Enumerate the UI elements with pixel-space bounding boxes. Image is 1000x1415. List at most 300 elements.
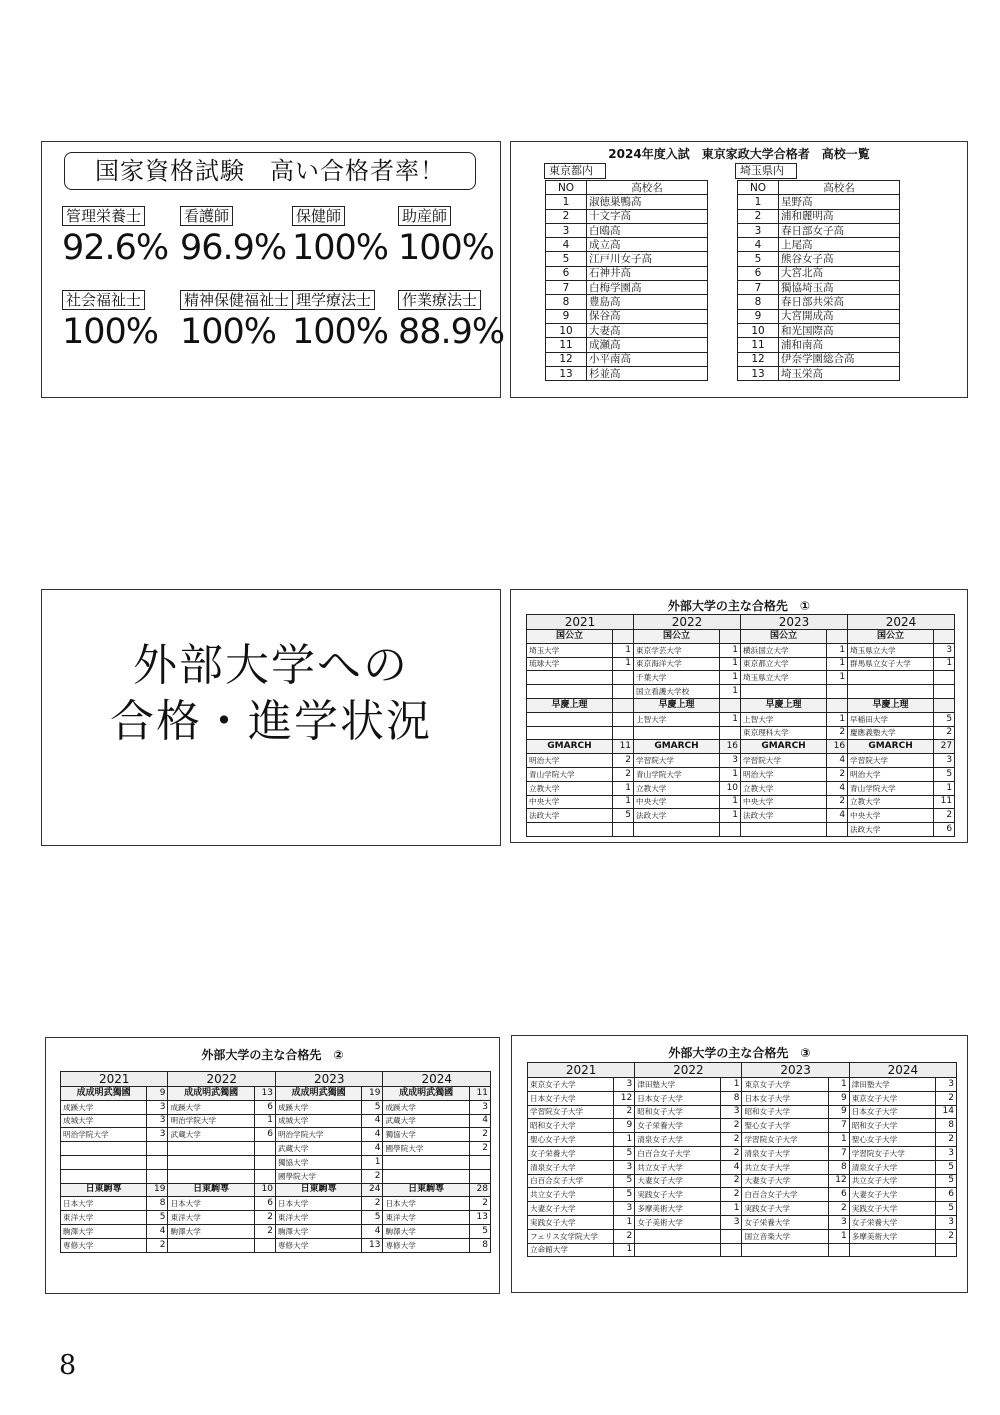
year-header: 2022 [635,1063,742,1078]
table-row [61,1224,491,1238]
table-row [546,309,708,323]
pass-rate: 100% [398,228,495,268]
university-name: 学習院大学 [848,754,934,768]
region-label-saitama: 埼玉県内 [735,163,797,179]
page-number: 8 [59,1350,77,1381]
school-name: 大妻高 [587,323,708,337]
pass-rate: 96.9% [180,228,287,268]
university-name: 東京都立大学 [741,657,827,671]
table-row [738,238,900,252]
university-name: 立教大学 [848,795,934,809]
university-name: 清泉女子大学 [635,1133,721,1147]
school-name: 浦和南高 [779,338,900,352]
qualification-item [398,206,514,268]
table-row [527,795,955,809]
pass-count: 16 [827,740,848,754]
university-name: 学習院大学 [741,754,827,768]
table-row [61,1197,491,1211]
pass-count: 8 [721,1091,742,1105]
pass-count: 19 [147,1183,168,1197]
table-row [527,643,955,657]
university-name: 武蔵大学 [275,1142,361,1156]
table-row [546,266,708,280]
table-row [546,281,708,295]
pass-rate: 92.6% [62,228,169,268]
university-name: 聖心女子大学 [849,1133,935,1147]
pass-count: 4 [469,1114,490,1128]
pass-count [935,1243,956,1257]
school-number: 10 [546,323,587,337]
pass-count: 5 [935,1174,956,1188]
pass-count [613,726,634,740]
column-header-no: NO [738,181,779,195]
section-title [42,638,500,750]
table-row [738,281,900,295]
university-name: 日本女子大学 [635,1091,721,1105]
university-name: 共立女子大学 [635,1160,721,1174]
table-row [61,1100,491,1114]
column-header-no: NO [546,181,587,195]
school-name: 大宮北高 [779,266,900,280]
pass-count: 5 [935,1202,956,1216]
pass-count: 3 [147,1100,168,1114]
pass-count: 8 [469,1238,490,1252]
university-name: 多摩美術大学 [849,1229,935,1243]
university-name: 中央大学 [634,795,720,809]
university-name: 実践女子大学 [849,1202,935,1216]
pass-count: 2 [362,1169,383,1183]
school-number: 8 [546,295,587,309]
table-header-row [738,181,900,195]
school-number: 3 [546,223,587,237]
pass-count: 4 [362,1224,383,1238]
school-number: 6 [546,266,587,280]
university-name: 日本女子大学 [742,1091,828,1105]
table-row [738,366,900,380]
pass-count: 2 [469,1128,490,1142]
university-name: 多摩美術大学 [635,1202,721,1216]
pass-count [613,685,634,699]
table-row [528,1078,957,1092]
region-label-tokyo: 東京都内 [544,163,606,179]
pass-count: 28 [469,1183,490,1197]
pass-count: 13 [254,1087,275,1101]
school-number: 1 [546,195,587,209]
university-name: 実践女子大学 [528,1215,614,1229]
pass-count [469,1155,490,1169]
pass-count: 16 [720,740,741,754]
pass-count: 1 [362,1155,383,1169]
table-row [527,781,955,795]
university-name: 昭和女子大学 [742,1105,828,1119]
pass-count [721,1229,742,1243]
pass-count [827,630,848,644]
university-name: 清泉女子大学 [528,1160,614,1174]
pass-count: 1 [720,809,741,823]
university-name [741,823,827,837]
university-name [61,1155,147,1169]
pass-count: 4 [827,754,848,768]
university-name: 東京女子大学 [528,1078,614,1092]
school-name: 浦和麗明高 [779,209,900,223]
school-name: 江戸川女子高 [587,252,708,266]
pass-count: 2 [721,1133,742,1147]
university-name: 上智大学 [634,712,720,726]
table-row [61,1169,491,1183]
pass-count: 1 [720,685,741,699]
university-name: 東京海洋大学 [634,657,720,671]
school-number: 4 [738,238,779,252]
table-row [527,726,955,740]
qualification-label: 社会福祉士 [62,290,145,310]
category-header-row [527,740,955,754]
pass-count: 11 [934,795,955,809]
school-name: 熊谷女子高 [779,252,900,266]
school-number: 6 [738,266,779,280]
school-number: 11 [738,338,779,352]
university-name: 昭和女子大学 [849,1119,935,1133]
table-row [527,767,955,781]
pass-count: 5 [614,1146,635,1160]
pass-count: 1 [254,1114,275,1128]
pass-count: 5 [147,1211,168,1225]
pass-count: 3 [614,1160,635,1174]
pass-count: 2 [935,1133,956,1147]
school-name: 成立高 [587,238,708,252]
category-header-row [527,630,955,644]
school-table-tokyo [545,180,708,381]
school-number: 8 [738,295,779,309]
pass-count [827,698,848,712]
pass-count: 9 [828,1091,849,1105]
university-name: 共立女子大学 [849,1174,935,1188]
university-name: 立教大学 [741,781,827,795]
university-name: 早稲田大学 [848,712,934,726]
pass-count: 9 [614,1119,635,1133]
column-header-school: 高校名 [779,181,900,195]
pass-count [613,698,634,712]
school-number: 2 [546,209,587,223]
pass-count: 1 [614,1215,635,1229]
university-name: 女子栄養大学 [528,1146,614,1160]
pass-count [934,630,955,644]
pass-count: 1 [720,712,741,726]
university-name [527,823,613,837]
university-name: 日本大学 [61,1197,147,1211]
university-name: 専修大学 [383,1238,469,1252]
pass-count: 4 [362,1128,383,1142]
table-row [527,685,955,699]
pass-count [613,712,634,726]
qualification-label: 理学療法士 [292,290,375,310]
pass-count: 12 [828,1174,849,1188]
pass-count: 13 [362,1238,383,1252]
pass-count: 4 [147,1224,168,1238]
table-row [527,823,955,837]
pass-count: 7 [828,1146,849,1160]
university-name [383,1169,469,1183]
pass-count: 2 [362,1197,383,1211]
pass-count: 2 [827,767,848,781]
school-number: 1 [738,195,779,209]
pass-count: 2 [827,795,848,809]
pass-count [827,823,848,837]
university-name: 武蔵大学 [168,1128,254,1142]
university-name: 中央大学 [527,795,613,809]
pass-count: 6 [254,1100,275,1114]
pass-count: 2 [935,1229,956,1243]
university-name [635,1229,721,1243]
table-row [527,712,955,726]
university-name [168,1142,254,1156]
pass-count: 5 [935,1160,956,1174]
table-row [527,809,955,823]
university-name: 駒澤大学 [168,1224,254,1238]
university-name: 国公立 [741,630,827,644]
category-header-row [61,1183,491,1197]
slide-banner: 国家資格試験 高い合格者率！ [64,152,476,190]
pass-count: 7 [828,1119,849,1133]
university-name: 東洋大学 [61,1211,147,1225]
pass-count: 1 [721,1202,742,1216]
university-name: 立教大学 [527,781,613,795]
pass-count [254,1169,275,1183]
university-name: 埼玉県立大学 [848,643,934,657]
pass-rate: 100% [62,312,159,352]
pass-count: 1 [934,657,955,671]
pass-count: 1 [613,643,634,657]
university-name [527,726,613,740]
university-name: 東京学芸大学 [634,643,720,657]
year-header: 2021 [527,615,634,630]
pass-count: 1 [827,671,848,685]
university-name: 実践女子大学 [742,1202,828,1216]
pass-count [147,1169,168,1183]
school-name: 埼玉栄高 [779,366,900,380]
pass-count: 2 [827,726,848,740]
university-name [168,1155,254,1169]
school-name: 和光国際高 [779,323,900,337]
pass-count [469,1169,490,1183]
school-name: 大宮開成高 [779,309,900,323]
pass-count: 2 [934,809,955,823]
pass-count: 27 [934,740,955,754]
results-table [527,1062,957,1257]
school-name: 杉並高 [587,366,708,380]
category-header-row [61,1087,491,1101]
qualification-item [180,206,296,268]
university-name [168,1238,254,1252]
pass-count: 12 [614,1091,635,1105]
school-name: 成瀬高 [587,338,708,352]
university-name: 白百合女子大学 [528,1174,614,1188]
university-name: 大妻女子大学 [742,1174,828,1188]
school-number: 11 [546,338,587,352]
table-row [546,223,708,237]
pass-count: 2 [147,1238,168,1252]
pass-count: 6 [254,1128,275,1142]
school-number: 2 [738,209,779,223]
pass-count: 8 [147,1197,168,1211]
pass-count: 6 [935,1188,956,1202]
university-name: 法政大学 [741,809,827,823]
pass-count: 19 [362,1087,383,1101]
school-name: 春日部共栄高 [779,295,900,309]
school-name: 伊奈学園総合高 [779,352,900,366]
university-name: 千葉大学 [634,671,720,685]
table-row [738,352,900,366]
pass-count: 14 [935,1105,956,1119]
university-name: 津田塾大学 [635,1078,721,1092]
pass-count: 1 [934,781,955,795]
university-name: 早慶上理 [634,698,720,712]
university-name [61,1169,147,1183]
school-number: 4 [546,238,587,252]
university-name: 国立音楽大学 [742,1229,828,1243]
university-name: 獨協大学 [275,1155,361,1169]
pass-count [613,823,634,837]
qualification-label: 精神保健福祉士 [180,290,293,310]
university-name [527,671,613,685]
university-name: 清泉女子大学 [849,1160,935,1174]
table-row [527,754,955,768]
university-name: 専修大学 [275,1238,361,1252]
table-row [61,1211,491,1225]
pass-count: 2 [469,1197,490,1211]
school-number: 13 [738,366,779,380]
university-name: 成成明武獨國 [275,1087,361,1101]
school-number: 9 [738,309,779,323]
school-number: 13 [546,366,587,380]
pass-count: 3 [720,754,741,768]
pass-rate: 100% [180,312,277,352]
slide-university-results-3 [511,1035,968,1293]
table-row [61,1142,491,1156]
pass-count: 6 [934,823,955,837]
school-number: 3 [738,223,779,237]
university-name [634,823,720,837]
university-name: 大妻女子大学 [528,1202,614,1216]
university-name: 成蹊大学 [168,1100,254,1114]
year-header: 2023 [742,1063,849,1078]
university-name: 明治大学 [848,767,934,781]
university-name: 日本女子大学 [528,1091,614,1105]
pass-count: 1 [720,795,741,809]
pass-count: 2 [828,1202,849,1216]
pass-count: 5 [934,767,955,781]
table-row [546,352,708,366]
university-name: 学習院大学 [634,754,720,768]
pass-count [254,1142,275,1156]
pass-count: 5 [362,1211,383,1225]
university-name: 日本女子大学 [849,1105,935,1119]
university-name: 青山学院大学 [634,767,720,781]
pass-count: 1 [827,712,848,726]
pass-count: 6 [828,1188,849,1202]
university-name: 早慶上理 [527,698,613,712]
school-name: 星野高 [779,195,900,209]
university-name: 國學院大学 [275,1169,361,1183]
university-name: 国立看護大学校 [634,685,720,699]
university-name: 白百合女子大学 [742,1188,828,1202]
pass-count [254,1155,275,1169]
table-row [528,1119,957,1133]
school-number: 9 [546,309,587,323]
pass-count: 2 [613,767,634,781]
pass-count: 5 [614,1174,635,1188]
pass-count: 1 [614,1243,635,1257]
university-name [849,1243,935,1257]
university-name: 明治学院大学 [168,1114,254,1128]
table-row [528,1133,957,1147]
pass-count: 5 [614,1188,635,1202]
qualification-item [292,290,408,352]
university-name: 昭和女子大学 [528,1119,614,1133]
pass-count: 3 [614,1202,635,1216]
pass-count: 5 [362,1100,383,1114]
university-name: 日東駒専 [168,1183,254,1197]
university-name [527,712,613,726]
university-name: フェリス女学院大学 [528,1229,614,1243]
table-row [546,338,708,352]
university-name: 明治学院大学 [61,1128,147,1142]
table-row [61,1114,491,1128]
table-row [528,1146,957,1160]
university-name: 学習院女子大学 [742,1133,828,1147]
pass-count: 1 [720,767,741,781]
pass-count: 1 [827,643,848,657]
university-name: 日本大学 [275,1197,361,1211]
university-name: 学習院女子大学 [528,1105,614,1119]
university-name [848,685,934,699]
year-header: 2021 [61,1072,168,1087]
slide-university-results-2 [45,1037,500,1294]
university-name: 埼玉大学 [527,643,613,657]
table-row [738,252,900,266]
school-number: 12 [546,352,587,366]
university-name: 国公立 [848,630,934,644]
pass-rate: 100% [292,312,389,352]
pass-count: 1 [720,643,741,657]
pass-count: 2 [721,1188,742,1202]
pass-count: 8 [935,1119,956,1133]
pass-count: 2 [469,1142,490,1156]
school-number: 7 [546,281,587,295]
university-name: 成成明武獨國 [61,1087,147,1101]
university-name: 白百合女子大学 [635,1146,721,1160]
results-table [60,1071,491,1253]
pass-count: 2 [934,726,955,740]
university-name: 昭和女子大学 [635,1105,721,1119]
pass-count: 10 [720,781,741,795]
pass-count: 3 [469,1100,490,1114]
university-name: 日本大学 [168,1197,254,1211]
pass-count: 1 [721,1078,742,1092]
school-name: 石神井高 [587,266,708,280]
university-name: 清泉女子大学 [742,1146,828,1160]
table-row [527,657,955,671]
university-name: 学習院女子大学 [849,1146,935,1160]
table-row [546,295,708,309]
pass-count [720,726,741,740]
pass-count [147,1142,168,1156]
university-name: 埼玉県立大学 [741,671,827,685]
category-header-row [527,698,955,712]
university-name: 成城大学 [275,1114,361,1128]
pass-count: 3 [828,1215,849,1229]
university-name: 中央大学 [848,809,934,823]
pass-count [720,630,741,644]
